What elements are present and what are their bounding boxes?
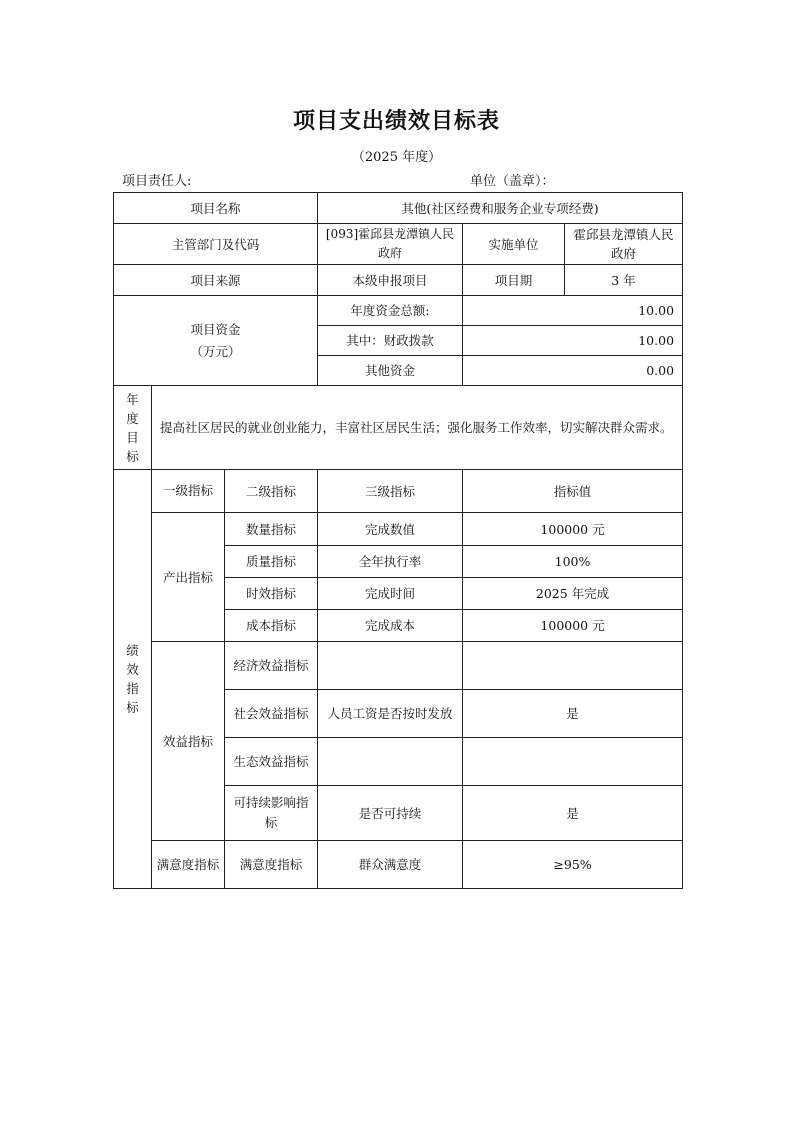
source-label: 项目来源 — [114, 265, 318, 296]
table-row — [114, 841, 683, 889]
funds-label-line1: 项目资金 — [190, 321, 241, 337]
level3-cell: 完成成本 — [318, 610, 463, 642]
level2-cell: 时效指标 — [225, 578, 318, 610]
header-level3: 三级指标 — [318, 470, 463, 513]
level3-cell — [318, 642, 463, 690]
value-cell: 100% — [463, 546, 683, 578]
year-label: （2025 年度） — [351, 150, 442, 165]
performance-target-table — [113, 192, 683, 889]
row-indicator-headers — [114, 470, 683, 513]
level2-cell: 满意度指标 — [225, 841, 318, 889]
level3-cell — [318, 738, 463, 786]
value-cell: 是 — [463, 690, 683, 738]
funds-other-value: 0.00 — [463, 356, 683, 386]
performance-indicators-label — [114, 470, 152, 889]
header-level2: 二级指标 — [225, 470, 318, 513]
annual-goal-char: 年 — [126, 391, 139, 407]
project-name-label: 项目名称 — [114, 193, 318, 224]
annual-goal-char: 度 — [126, 410, 139, 426]
indicator-section-char: 效 — [126, 662, 139, 677]
level2-cell: 社会效益指标 — [225, 690, 318, 738]
source-value: 本级申报项目 — [318, 265, 463, 296]
annual-goal-label — [114, 386, 152, 470]
benefit-indicator-label: 效益指标 — [152, 642, 225, 841]
funds-label-line2: （万元） — [190, 343, 241, 359]
page-title: 项目支出绩效目标表 — [292, 109, 500, 134]
indicator-section-char: 标 — [126, 700, 139, 715]
level3-cell: 是否可持续 — [318, 786, 463, 841]
value-cell — [463, 642, 683, 690]
funds-total-value: 10.00 — [463, 296, 683, 326]
level3-cell: 群众满意度 — [318, 841, 463, 889]
indicator-section-char: 绩 — [126, 643, 139, 658]
project-name-value: 其他(社区经费和服务企业专项经费) — [318, 193, 683, 224]
header-level1: 一级指标 — [152, 470, 225, 513]
period-label: 项目期 — [463, 265, 565, 296]
level3-cell: 完成数值 — [318, 513, 463, 546]
department-value: [093]霍邱县龙潭镇人民政府 — [318, 224, 463, 265]
row-source — [114, 265, 683, 296]
responsible-person-label: 项目责任人: — [122, 174, 192, 189]
value-cell: 是 — [463, 786, 683, 841]
level3-cell: 全年执行率 — [318, 546, 463, 578]
funds-other-label: 其他资金 — [318, 356, 463, 386]
annual-goal-text: 提高社区居民的就业创业能力，丰富社区居民生活；强化服务工作效率，切实解决群众需求。 — [152, 386, 683, 470]
level3-cell: 人员工资是否按时发放 — [318, 690, 463, 738]
value-cell: 100000 元 — [463, 513, 683, 546]
level2-cell: 生态效益指标 — [225, 738, 318, 786]
funds-total-label: 年度资金总额: — [318, 296, 463, 326]
table-row — [114, 642, 683, 690]
output-indicator-label: 产出指标 — [152, 513, 225, 642]
level2-cell: 数量指标 — [225, 513, 318, 546]
annual-goal-char: 标 — [126, 448, 139, 464]
row-annual-goal — [114, 386, 683, 470]
row-funds-total — [114, 296, 683, 326]
level2-cell: 质量指标 — [225, 546, 318, 578]
period-value: 3 年 — [565, 265, 683, 296]
level3-cell: 完成时间 — [318, 578, 463, 610]
funds-label — [114, 296, 318, 386]
row-department — [114, 224, 683, 265]
implementer-value: 霍邱县龙潭镇人民政府 — [565, 224, 683, 265]
header-value: 指标值 — [463, 470, 683, 513]
satisfaction-indicator-label: 满意度指标 — [152, 841, 225, 889]
funds-fiscal-value: 10.00 — [463, 326, 683, 356]
value-cell: ≥95% — [463, 841, 683, 889]
level2-cell: 经济效益指标 — [225, 642, 318, 690]
level2-cell: 成本指标 — [225, 610, 318, 642]
department-label: 主管部门及代码 — [114, 224, 318, 265]
level2-cell: 可持续影响指标 — [225, 786, 318, 841]
funds-fiscal-label: 其中：财政拨款 — [318, 326, 463, 356]
unit-seal-label: 单位（盖章）： — [470, 174, 555, 189]
annual-goal-char: 目 — [126, 429, 139, 445]
value-cell: 100000 元 — [463, 610, 683, 642]
row-project-name — [114, 193, 683, 224]
indicator-section-char: 指 — [126, 681, 139, 696]
implementer-label: 实施单位 — [463, 224, 565, 265]
value-cell: 2025 年完成 — [463, 578, 683, 610]
value-cell — [463, 738, 683, 786]
table-row — [114, 513, 683, 546]
